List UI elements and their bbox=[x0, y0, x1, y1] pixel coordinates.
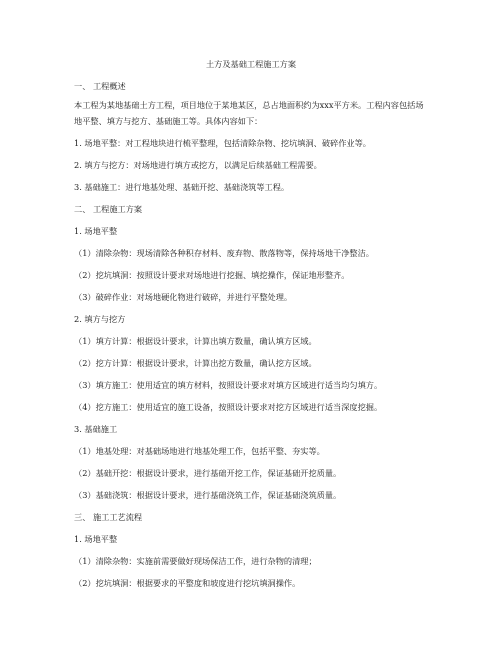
section-heading-2: 二、 工程施工方案 bbox=[74, 204, 143, 214]
fill-cut-item-3: （3）填方施工：使用适宜的填方材料，按照设计要求对填方区域进行适当均匀填方。 bbox=[74, 380, 383, 390]
overview-item-3: 3. 基础施工：进行地基处理、基础开挖、基础浇筑等工程。 bbox=[74, 182, 290, 192]
site-item-1: （1）清除杂物：现场清除各种积存材料、废弃物、散落物等，保持场地干净整洁。 bbox=[74, 248, 374, 258]
subsection-heading: 2. 填方与挖方 bbox=[74, 314, 126, 324]
foundation-item-1: （1）地基处理：对基础场地进行地基处理工作，包括平整、夯实等。 bbox=[74, 446, 325, 456]
fill-cut-item-2: （2）挖方计算：根据设计要求，计算出挖方数量，确认挖方区域。 bbox=[74, 358, 317, 368]
foundation-item-3: （3）基础浇筑：根据设计要求，进行基础浇筑工作，保证基础浇筑质量。 bbox=[74, 490, 342, 500]
subsection-heading: 3. 基础施工 bbox=[74, 424, 118, 434]
process-item-2: （2）挖坑填洞：根据要求的平整度和坡度进行挖坑填洞操作。 bbox=[74, 578, 301, 588]
section-heading-3: 三、 施工工艺流程 bbox=[74, 512, 143, 522]
foundation-item-2: （2）基础开挖：根据设计要求，进行基础开挖工作，保证基础开挖质量。 bbox=[74, 468, 342, 478]
overview-item-2: 2. 填方与挖方：对场地进行填方或挖方，以满足后续基础工程需要。 bbox=[74, 160, 322, 170]
overview-paragraph: 本工程为某地基础土方工程，项目地位于某地某区，总占地面积约为xxx平方米。工程内容包括场地平整、填方与挖方、基础施工等。具体内容如下： bbox=[74, 100, 424, 126]
site-item-3: （3）破碎作业：对场地硬化物进行破碎，并进行平整处理。 bbox=[74, 292, 293, 302]
section-heading-1: 一、 工程概述 bbox=[74, 81, 126, 91]
subsection-heading: 1. 场地平整 bbox=[74, 226, 118, 236]
document-title: 土方及基础工程施工方案 bbox=[205, 59, 297, 69]
site-item-2: （2）挖坑填洞：按照设计要求对场地进行挖掘、填挖操作，保证地形整齐。 bbox=[74, 270, 350, 280]
fill-cut-item-1: （1）填方计算：根据设计要求，计算出填方数量，确认填方区域。 bbox=[74, 336, 317, 346]
overview-item-1: 1. 场地平整：对工程地块进行梳平整理，包括清除杂物、挖坑填洞、破碎作业等。 bbox=[74, 138, 371, 148]
subsection-heading: 1. 场地平整 bbox=[74, 534, 118, 544]
fill-cut-item-4: （4）挖方施工：使用适宜的施工设备，按照设计要求对挖方区域进行适当深度挖掘。 bbox=[74, 402, 383, 412]
process-item-1: （1）清除杂物：实施前需要做好现场保洁工作，进行杂物的清理； bbox=[74, 556, 317, 566]
